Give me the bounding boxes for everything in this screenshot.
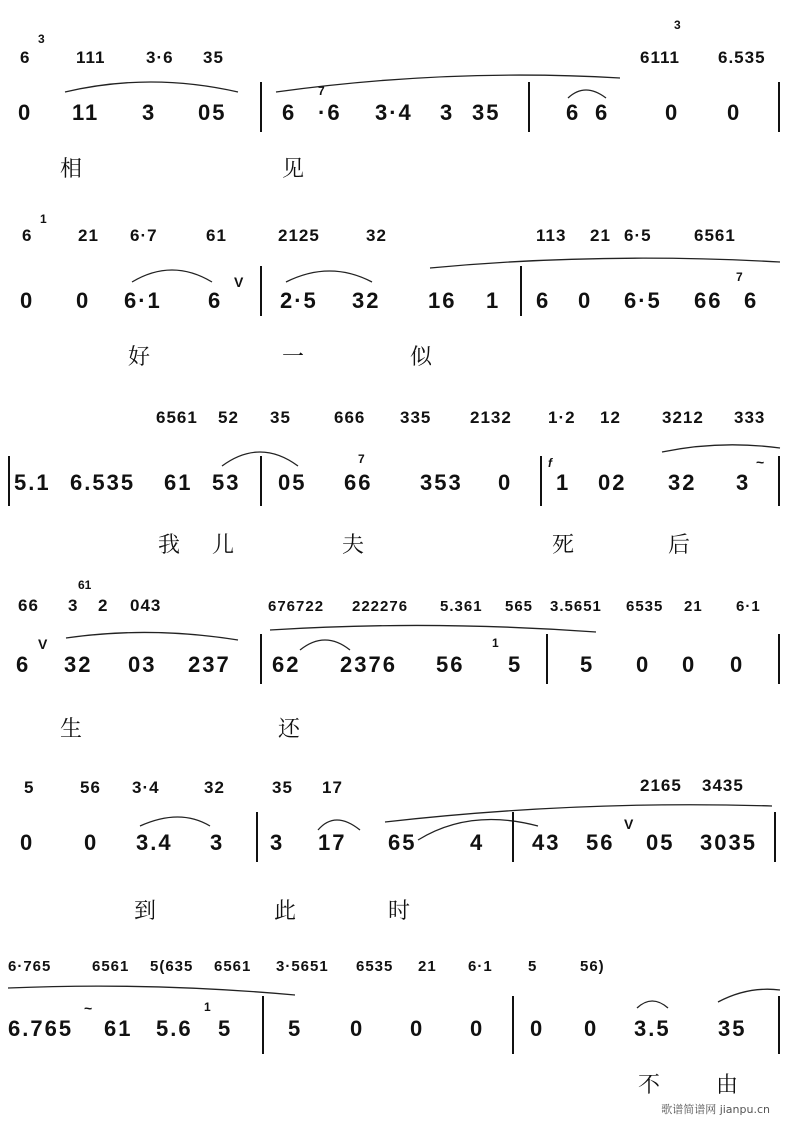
note: 6 (536, 288, 551, 313)
note: 6·1 (736, 598, 761, 615)
note: 56 (436, 652, 465, 677)
note: 6 (22, 226, 33, 245)
note: 2376 (340, 652, 397, 677)
note: 0 (584, 1016, 599, 1041)
note: 0 (18, 100, 33, 125)
barline (540, 456, 542, 506)
note: 2·5 (280, 288, 318, 313)
barline (262, 996, 264, 1054)
slur (66, 632, 238, 640)
lyric: 死 (552, 533, 575, 558)
slur (568, 90, 606, 98)
note: 05 (278, 470, 307, 495)
note: 3 (736, 470, 751, 495)
slur (65, 82, 238, 92)
slur (718, 989, 780, 1002)
lyric: 此 (274, 899, 297, 924)
note: 05 (646, 830, 675, 855)
note: 05 (198, 100, 227, 125)
note: 35 (472, 100, 501, 125)
note: 5.1 (14, 470, 51, 495)
note: 335 (400, 408, 432, 427)
slur (662, 445, 780, 452)
note: 3035 (700, 830, 757, 855)
note: 6 (20, 48, 31, 67)
note: 21 (418, 958, 437, 975)
barline (260, 634, 262, 684)
grace-note: 7 (736, 270, 743, 284)
lyric: 生 (60, 717, 83, 742)
barline (512, 996, 514, 1054)
barline (778, 634, 780, 684)
slur (140, 817, 210, 826)
lyric: 夫 (342, 533, 365, 558)
note: 0 (665, 100, 680, 125)
note: 1 (556, 470, 571, 495)
note: 17 (318, 830, 347, 855)
note: 35 (203, 48, 224, 67)
note: 56 (586, 830, 615, 855)
note: 0 (20, 288, 35, 313)
lyric: 由 (716, 1073, 739, 1098)
slur (637, 1001, 668, 1008)
note: 6·1 (124, 288, 162, 313)
note: 6 (16, 652, 31, 677)
barline (778, 82, 780, 132)
note: 0 (84, 830, 99, 855)
note: 32 (668, 470, 697, 495)
note: 66 (344, 470, 373, 495)
note: 6.765 (8, 1016, 74, 1041)
slur (385, 805, 772, 822)
note: 6 (744, 288, 759, 313)
barline (546, 634, 548, 684)
note: 61 (164, 470, 193, 495)
note: 4 (470, 830, 485, 855)
watermark-text: 歌谱简谱网 jianpu.cn (661, 1103, 770, 1116)
lyric: 时 (388, 899, 411, 924)
note: 3212 (662, 408, 704, 427)
breath-mark: V (38, 636, 48, 652)
note: 0 (410, 1016, 425, 1041)
note: 65 (388, 830, 417, 855)
note: 5 (528, 958, 538, 975)
note: 66 (694, 288, 723, 313)
note: 6·1 (468, 958, 493, 975)
note: 6.535 (70, 470, 136, 495)
note: 353 (420, 470, 463, 495)
lyric: 一 (282, 345, 305, 370)
lyric: 似 (410, 345, 433, 370)
note: 1 (486, 288, 501, 313)
note: 12 (600, 408, 621, 427)
note: 6535 (626, 598, 664, 615)
lyric: 儿 (212, 533, 235, 558)
note: 3435 (702, 776, 744, 795)
note: 0 (470, 1016, 485, 1041)
note: 2125 (278, 226, 320, 245)
note: 0 (76, 288, 91, 313)
lyric: 不 (638, 1073, 661, 1098)
note: 5(635 (150, 958, 194, 975)
note: 35 (272, 778, 293, 797)
barline (256, 812, 258, 862)
note: 5 (288, 1016, 303, 1041)
note: 32 (204, 778, 225, 797)
grace-note: 3 (38, 32, 45, 46)
barline (778, 996, 780, 1054)
note: 35 (718, 1016, 747, 1041)
lyric: 我 (158, 533, 181, 558)
note: 2 (98, 596, 109, 615)
note: 3 (142, 100, 157, 125)
note: 2132 (470, 408, 512, 427)
note: 17 (322, 778, 343, 797)
note: 0 (730, 652, 745, 677)
note: 02 (598, 470, 627, 495)
note: 21 (684, 598, 703, 615)
note: 5 (580, 652, 595, 677)
barline (260, 266, 262, 316)
note: 61 (206, 226, 227, 245)
note: 3·5651 (276, 958, 329, 975)
lyric: 好 (128, 345, 151, 370)
slur (270, 625, 596, 632)
note: 5 (218, 1016, 233, 1041)
note: 56 (80, 778, 101, 797)
note: 6111 (640, 48, 680, 67)
slur (276, 75, 620, 92)
note: 3·6 (146, 48, 174, 67)
note: 1·2 (548, 408, 576, 427)
note: 16 (428, 288, 457, 313)
note: 32 (64, 652, 93, 677)
note: 0 (530, 1016, 545, 1041)
note: ·6 (318, 100, 342, 125)
lyric: 相 (60, 157, 83, 182)
barline (528, 82, 530, 132)
barline (520, 266, 522, 316)
note: 113 (536, 226, 567, 245)
note: 3·4 (375, 100, 413, 125)
note: 5 (24, 778, 35, 797)
note: 0 (350, 1016, 365, 1041)
note: 3 (68, 596, 79, 615)
note: 6561 (214, 958, 252, 975)
slur (300, 640, 350, 650)
slur (430, 258, 780, 268)
note: 62 (272, 652, 301, 677)
breath-mark: V (624, 816, 634, 832)
slur (132, 270, 212, 282)
note: 53 (212, 470, 241, 495)
note: 3·4 (132, 778, 160, 797)
grace-note: 3 (674, 18, 681, 32)
barline (260, 456, 262, 506)
note: 222276 (352, 598, 409, 615)
barline (774, 812, 776, 862)
note: 6 (282, 100, 297, 125)
note: 3.5651 (550, 598, 602, 615)
grace-note: 61 (78, 578, 92, 592)
grace-note: 7 (318, 84, 325, 98)
note: 21 (78, 226, 99, 245)
note: 6535 (356, 958, 394, 975)
note: 0 (636, 652, 651, 677)
trill-mark: ~ (756, 454, 765, 470)
note: 3 (210, 830, 225, 855)
note: 3.5 (634, 1016, 671, 1041)
grace-note: 1 (492, 636, 499, 650)
note: 043 (130, 596, 162, 615)
note: 3 (270, 830, 285, 855)
note: 6·5 (624, 226, 652, 245)
note: 111 (76, 48, 106, 67)
note: 21 (590, 226, 611, 245)
note: 0 (20, 830, 35, 855)
lyric: 见 (282, 157, 305, 182)
note: 6 (566, 100, 581, 125)
note: 32 (352, 288, 381, 313)
note: 2165 (640, 776, 682, 795)
lyric: 还 (278, 717, 301, 742)
note: 5.6 (156, 1016, 193, 1041)
lyric: 到 (134, 899, 157, 924)
note: 0 (498, 470, 513, 495)
note: 6561 (156, 408, 198, 427)
note: 676722 (268, 598, 325, 615)
note: 66 (18, 596, 39, 615)
note: 5 (508, 652, 523, 677)
note: 6.535 (718, 48, 766, 67)
grace-note: 1 (204, 1000, 211, 1014)
note: 0 (682, 652, 697, 677)
note: 6·7 (130, 226, 158, 245)
note: 0 (727, 100, 742, 125)
note: 6561 (92, 958, 130, 975)
note: 5.361 (440, 598, 483, 615)
note: 565 (505, 598, 534, 615)
note: 6·5 (624, 288, 662, 313)
note: 3.4 (136, 830, 173, 855)
note: 43 (532, 830, 561, 855)
slur (318, 820, 360, 830)
note: 56) (580, 958, 605, 975)
note: 6 (208, 288, 223, 313)
breath-mark: V (234, 274, 244, 290)
trill-mark: ~ (84, 1000, 93, 1016)
note: 11 (72, 100, 100, 125)
grace-note: f (548, 456, 552, 470)
barline (512, 812, 514, 862)
note: 61 (104, 1016, 133, 1041)
lyric: 后 (668, 533, 691, 558)
barline (8, 456, 10, 506)
slur (286, 271, 372, 282)
note: 35 (270, 408, 291, 427)
grace-note: 1 (40, 212, 47, 226)
slur (8, 986, 295, 995)
note: 32 (366, 226, 387, 245)
barline (778, 456, 780, 506)
note: 6·765 (8, 958, 52, 975)
note: 03 (128, 652, 157, 677)
note: 666 (334, 408, 366, 427)
barline (260, 82, 262, 132)
note: 6 (595, 100, 610, 125)
note: 0 (578, 288, 593, 313)
note: 6561 (694, 226, 736, 245)
note: 333 (734, 408, 766, 427)
note: 237 (188, 652, 231, 677)
grace-note: 7 (358, 452, 365, 466)
note: 3 (440, 100, 455, 125)
note: 52 (218, 408, 239, 427)
